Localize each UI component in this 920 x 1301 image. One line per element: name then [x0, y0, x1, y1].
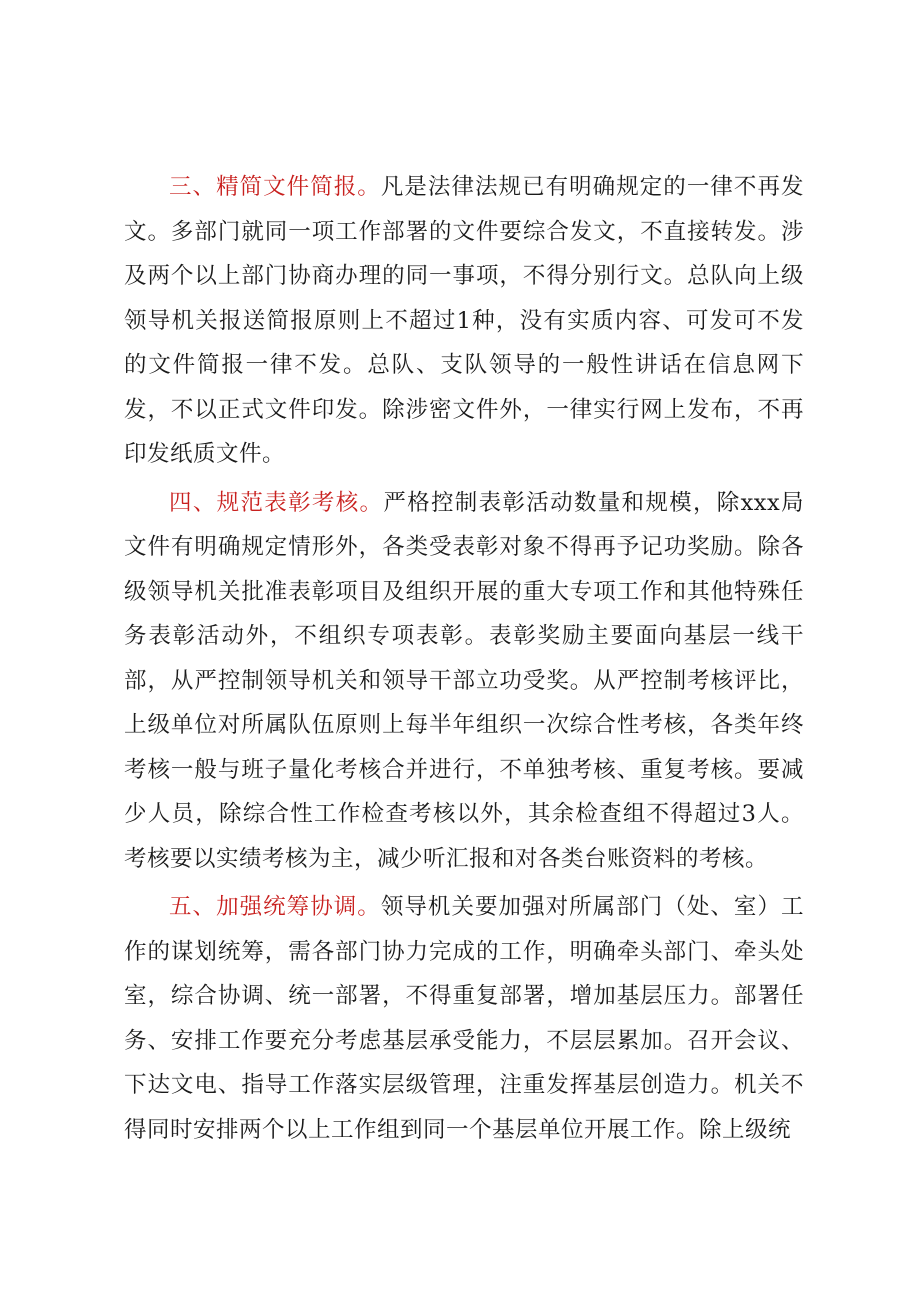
section-heading: 五、加强统筹协调。 — [169, 894, 381, 920]
paragraph-text: 领导机关要加强对所属部门（处、室）工作的谋划统筹，需各部门协力完成的工作，明确牵头部门、牵头处室，综合协调、统一部署，不得重复部署，增加基层压力。部署任务、安排工作要充分考虑基层承受能力，不层层累加。召开会议、下达文电、指导工作落实层级管理，注重发挥基层创造力。机关不得同时安排两个以上工作组到同一个基层单位开展工作。除上级统 — [124, 894, 804, 1143]
paragraph-simplify-documents — [124, 165, 804, 477]
section-heading: 三、精简文件简报。 — [169, 174, 381, 200]
paragraph-standardize-commendation — [124, 481, 804, 882]
document-body — [124, 165, 804, 1156]
paragraph-text: 严格控制表彰活动数量和规模，除xxx局文件有明确规定情形外，各类受表彰对象不得再予记功奖励。除各级领导机关批准表彰项目及组织开展的重大专项工作和其他特殊任务表彰活动外，不组织专项表彰。表彰奖励主要面向基层一线干部，从严控制领导机关和领导干部立功受奖。从严控制考核评比，上级单位对所属队伍原则上每半年组织一次综合性考核，各类年终考核一般与班子量化考核合并进行，不单独考核、重复考核。要减少人员，除综合性工作检查考核以外，其余检查组不得超过3人。考核要以实绩考核为主，减少听汇报和对各类台账资料的考核。 — [124, 489, 804, 872]
paragraph-text: 凡是法律法规已有明确规定的一律不再发文。多部门就同一项工作部署的文件要综合发文，不直接转发。涉及两个以上部门协商办理的同一事项，不得分别行文。总队向上级领导机关报送简报原则上不超过1种，没有实质内容、可发可不发的文件简报一律不发。总队、支队领导的一般性讲话在信息网下发，不以正式文件印发。除涉密文件外，一律实行网上发布，不再印发纸质文件。 — [124, 174, 804, 467]
section-heading: 四、规范表彰考核。 — [169, 489, 384, 516]
paragraph-strengthen-coordination — [124, 885, 804, 1152]
